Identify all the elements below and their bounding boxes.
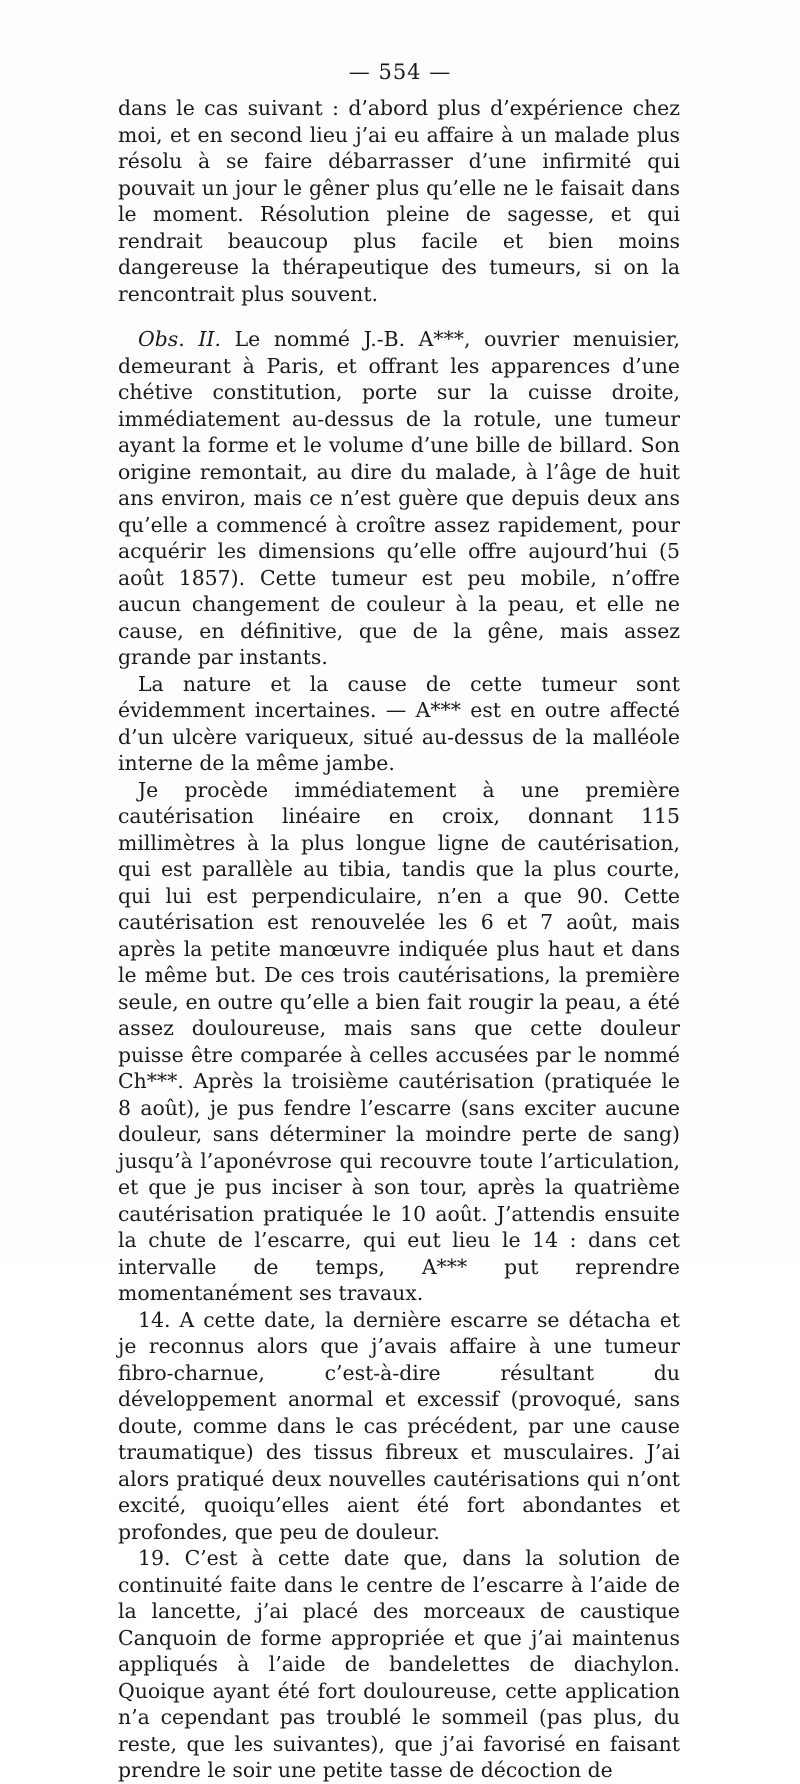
body-text [118,95,680,1784]
paragraph-6: 19. C’est à cette date que, dans la solution de continuité faite dans le centre de l’escarre à l’aide de la lancette, j’ai placé des morceaux de caustique Canquoin de forme appropriée et que j’ai maintenus appliqués à l’aide de bandelettes de diachylon. Quoique ayant été fort douloureuse, cette application n’a cependant pas troublé le sommeil (pas plus, du reste, que les suivantes), que j’ai favorisé en faisant prendre le soir une petite tasse de décoction de [118,1546,680,1782]
observation-label: Obs. II. [138,327,221,351]
observation-text: Le nommé J.-B. A***, ouvrier menuisier, demeurant à Paris, et offrant les apparences d’une chétive constitution, porte sur la cuisse droite, immédiatement au-dessus de la rotule, une tumeur ayant la forme et le volume d’une bille de billard. Son origine remontait, au dire du malade, à l’âge de huit ans environ, mais ce n’est guère que depuis deux ans qu’elle a commencé à croître assez rapidement, pour acquérir les dimensions qu’elle offre aujourd’hui (5 août 1857). Cette tumeur est peu mobile, n’offre aucun changement de couleur à la peau, et elle ne cause, en définitive, que de la gêne, mais assez grande par instants. [118,327,680,669]
paragraph-obs-ii [118,326,680,671]
paragraph-1: dans le cas suivant : d’abord plus d’expérience chez moi, et en second lieu j’ai eu affaire à un malade plus résolu à se faire débarrasser d’une infirmité qui pouvait un jour le gêner plus qu’elle ne le faisait dans le moment. Résolution pleine de sagesse, et qui rendrait beaucoup plus facile et bien moins dangereuse la thérapeutique des tumeurs, si on la rencontrait plus souvent. [118,96,680,306]
paragraph-3: La nature et la cause de cette tumeur sont évidemment incertaines. — A*** est en outre affecté d’un ulcère variqueux, situé au-dessus de la malléole interne de la même jambe. [118,671,680,775]
paragraph-5: 14. A cette date, la dernière escarre se détacha et je reconnus alors que j’avais affaire à une tumeur fibro-charnue, c’est-à-dire résultant du développement anormal et excessif (provoqué, sans doute, comme dans le cas précédent, par une cause traumatique) des tissus fibreux et musculaires. J’ai alors pratiqué deux nouvelles cautérisations qui n’ont excité, quoiqu’elles aient été fort abondantes et profondes, que peu de douleur. [118,1307,680,1544]
paragraph-4: Je procède immédiatement à une première cautérisation linéaire en croix, donnant 115 millimètres à la plus longue ligne de cautérisation, qui est parallèle au tibia, tandis que la plus courte, qui lui est perpendiculaire, n’en a que 90. Cette cautérisation est renouvelée les 6 et 7 août, mais après la petite manœuvre indiquée plus haut et dans le même but. De ces trois cautérisations, la première seule, en outre qu’elle a bien fait rougir la peau, a été assez douloureuse, mais sans que cette douleur puisse être comparée à celles accusées par le nommé Ch***. Après la troisième cautérisation (pratiquée le 8 août), je pus fendre l’escarre (sans exciter aucune douleur, sans déterminer la moindre perte de sang) jusqu’à l’aponévrose qui recouvre toute l’articulation, et que je pus inciser à son tour, après la quatrième cautérisation pratiquée le 10 août. J’attendis ensuite la chute de l’escarre, qui eut lieu le 14 : dans cet intervalle de temps, A*** put reprendre momentanément ses travaux. [118,777,680,1305]
page-number: — 554 — [348,60,452,84]
